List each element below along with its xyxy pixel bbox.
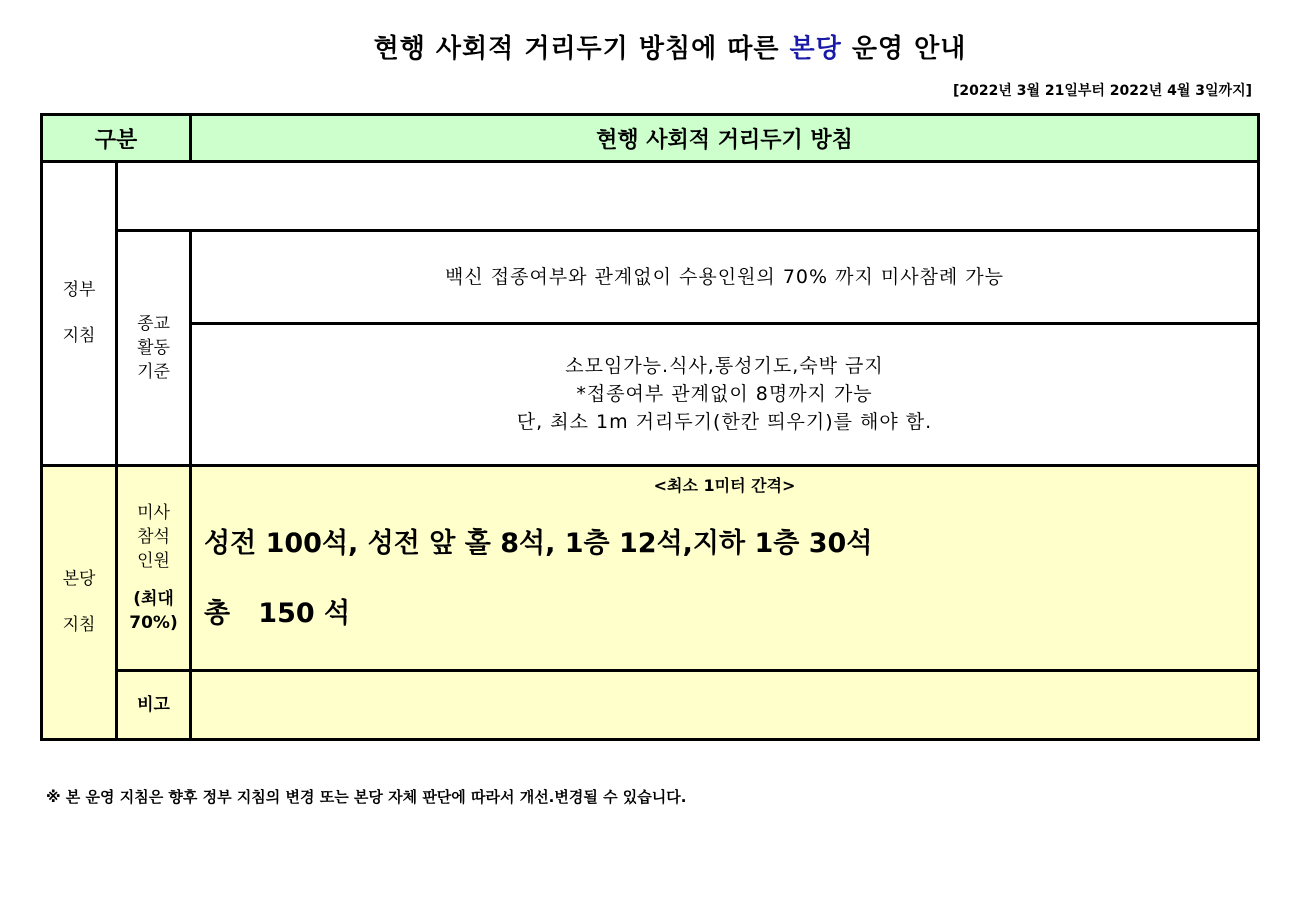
government-label-line2: 지침 bbox=[62, 326, 96, 347]
seat-label-line: 인원 bbox=[137, 550, 170, 571]
government-row-1 bbox=[42, 162, 1259, 231]
religious-activity-label-line: 종교 bbox=[137, 313, 170, 334]
seat-spacing-caption: <최소 1미터 간격> bbox=[653, 475, 796, 495]
remarks-cell bbox=[191, 670, 1259, 739]
government-blank-cell bbox=[117, 162, 1259, 231]
footer-note: ※ 본 운영 지침은 향후 정부 지침의 변경 또는 본당 자체 판단에 따라서 개선.변경될 수 있습니다. bbox=[46, 788, 687, 806]
seat-label-max: (최대 bbox=[133, 588, 174, 609]
government-row-2 bbox=[42, 231, 1259, 324]
title-highlight: 본당 bbox=[789, 34, 842, 64]
small-group-rule-line: *접종여부 관계없이 8명까지 가능 bbox=[576, 383, 873, 406]
seat-label-max: 70%) bbox=[129, 612, 178, 633]
seat-detail: 성전 100석, 성전 앞 홀 8석, 1층 12석,지하 1층 30석 bbox=[204, 527, 873, 559]
small-group-rule bbox=[191, 324, 1259, 465]
seat-label bbox=[117, 465, 191, 670]
government-row-3 bbox=[42, 324, 1259, 465]
header-category: 구분 bbox=[42, 115, 191, 162]
religious-activity-label bbox=[117, 231, 191, 465]
remarks-label: 비고 bbox=[117, 670, 191, 739]
seat-info-cell bbox=[191, 465, 1259, 670]
title-prefix: 현행 사회적 거리두기 방침에 따른 bbox=[373, 34, 790, 64]
parish-row-2 bbox=[42, 670, 1259, 739]
mass-attendance-rule: 백신 접종여부와 관계없이 수용인원의 70% 까지 미사참례 가능 bbox=[191, 231, 1259, 324]
title-suffix: 운영 안내 bbox=[841, 34, 967, 64]
small-group-rule-line: 단, 최소 1m 거리두기(한칸 띄우기)를 해야 함. bbox=[516, 411, 933, 434]
government-label-line1: 정부 bbox=[62, 280, 96, 301]
page-title bbox=[0, 28, 1300, 65]
parish-row-1 bbox=[42, 465, 1259, 670]
header-guideline: 현행 사회적 거리두기 방침 bbox=[191, 115, 1259, 162]
date-range: [2022년 3월 21일부터 2022년 4월 3일까지] bbox=[952, 83, 1252, 99]
parish-label-line1: 본당 bbox=[62, 569, 96, 590]
seat-total: 총 150 석 bbox=[204, 597, 351, 629]
table-header-row bbox=[42, 115, 1259, 162]
religious-activity-label-line: 활동 bbox=[137, 337, 170, 358]
government-label bbox=[42, 162, 117, 465]
parish-label-line2: 지침 bbox=[62, 615, 96, 636]
seat-label-line: 참석 bbox=[137, 526, 170, 547]
guideline-table bbox=[40, 113, 1260, 741]
religious-activity-label-line: 기준 bbox=[137, 361, 170, 382]
small-group-rule-line: 소모임가능.식사,통성기도,숙박 금지 bbox=[565, 355, 884, 378]
parish-label bbox=[42, 465, 117, 739]
seat-label-line: 미사 bbox=[137, 502, 170, 523]
